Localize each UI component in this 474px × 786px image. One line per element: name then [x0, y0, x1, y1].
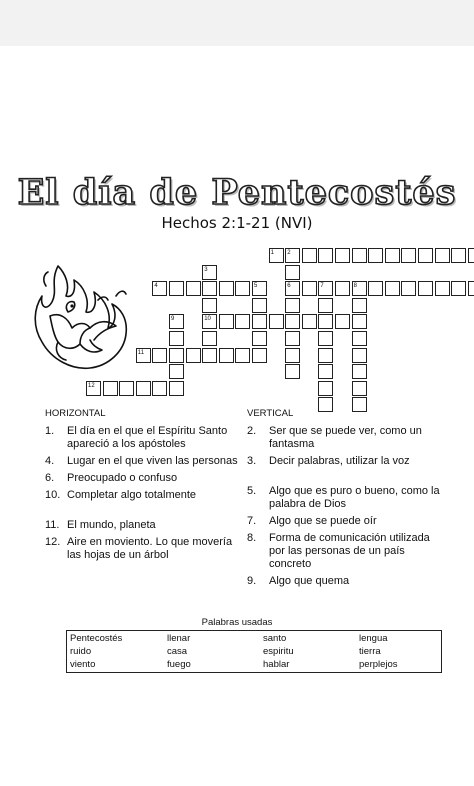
- crossword-cell[interactable]: [219, 314, 234, 329]
- clue-vertical-5: 5. Algo que es puro o bueno, como la palabra de Dios: [247, 485, 440, 510]
- crossword-number: 3: [204, 266, 208, 273]
- crossword-cell[interactable]: [285, 281, 300, 296]
- crossword-cell[interactable]: [169, 331, 184, 346]
- word-bank-item: santo: [263, 633, 287, 644]
- crossword-cell[interactable]: [186, 348, 201, 363]
- crossword-cell[interactable]: [285, 364, 300, 379]
- clue-vertical-9: 9. Algo que quema: [247, 575, 350, 587]
- crossword-cell[interactable]: [269, 314, 284, 329]
- crossword-cell[interactable]: [418, 248, 433, 263]
- vertical-clues: [247, 408, 447, 592]
- crossword-cell[interactable]: [169, 314, 184, 329]
- crossword-cell[interactable]: [352, 248, 367, 263]
- crossword-cell[interactable]: [202, 331, 217, 346]
- crossword-cell[interactable]: [468, 248, 474, 263]
- crossword-cell[interactable]: [86, 381, 101, 396]
- crossword-cell[interactable]: [219, 348, 234, 363]
- crossword-cell[interactable]: [368, 248, 383, 263]
- horizontal-clues: [45, 408, 240, 566]
- crossword-cell[interactable]: [152, 281, 167, 296]
- crossword-number: 5: [254, 283, 258, 290]
- crossword-cell[interactable]: [352, 298, 367, 313]
- crossword-cell[interactable]: [352, 314, 367, 329]
- crossword-cell[interactable]: [169, 364, 184, 379]
- page-subtitle: Hechos 2:1-21 (NVI): [161, 214, 313, 232]
- crossword-cell[interactable]: [202, 348, 217, 363]
- word-bank-item: lengua: [359, 633, 388, 644]
- crossword-cell[interactable]: [335, 314, 350, 329]
- dove-fire-icon: [28, 256, 134, 378]
- crossword-cell[interactable]: [318, 281, 333, 296]
- word-bank-item: llenar: [167, 633, 191, 644]
- crossword-cell[interactable]: [435, 248, 450, 263]
- crossword-cell[interactable]: [318, 314, 333, 329]
- crossword-cell[interactable]: [335, 248, 350, 263]
- word-bank-title: Palabras usadas: [201, 617, 273, 628]
- crossword-cell[interactable]: [252, 348, 267, 363]
- crossword-cell[interactable]: [302, 281, 317, 296]
- crossword-cell[interactable]: [318, 348, 333, 363]
- crossword-cell[interactable]: [352, 348, 367, 363]
- crossword-cell[interactable]: [385, 248, 400, 263]
- crossword-cell[interactable]: [385, 281, 400, 296]
- clue-vertical-2: 2. Ser que se puede ver, como un fantasma: [247, 425, 422, 450]
- crossword-number: 12: [88, 382, 95, 389]
- crossword-cell[interactable]: [169, 381, 184, 396]
- crossword-cell[interactable]: [252, 331, 267, 346]
- crossword-cell[interactable]: [219, 281, 234, 296]
- clue-horizontal-12: 12. Aire en moviento. Lo que movería las hojas de un árbol: [45, 536, 233, 561]
- crossword-cell[interactable]: [252, 298, 267, 313]
- crossword-cell[interactable]: [335, 281, 350, 296]
- crossword-cell[interactable]: [302, 248, 317, 263]
- crossword-cell[interactable]: [318, 331, 333, 346]
- crossword-number: 1: [270, 250, 274, 256]
- crossword-cell[interactable]: [418, 281, 433, 296]
- crossword-cell[interactable]: [318, 364, 333, 379]
- crossword-cell[interactable]: [352, 281, 367, 296]
- crossword-cell[interactable]: [285, 331, 300, 346]
- crossword-cell[interactable]: [119, 381, 134, 396]
- crossword-number: 7: [320, 283, 324, 290]
- crossword-cell[interactable]: [302, 314, 317, 329]
- crossword-cell[interactable]: [318, 248, 333, 263]
- crossword-cell[interactable]: [451, 248, 466, 263]
- word-bank-item: espiritu: [263, 646, 294, 657]
- word-bank-item: casa: [167, 646, 188, 657]
- crossword-number: 10: [204, 316, 211, 323]
- word-bank-item: perplejos: [359, 659, 398, 670]
- crossword-cell[interactable]: [368, 281, 383, 296]
- crossword-cell[interactable]: [169, 281, 184, 296]
- crossword-cell[interactable]: [152, 381, 167, 396]
- word-bank: [66, 630, 442, 673]
- clue-horizontal-1: 1. El día en el que el Espíritu Santo apareció a los apóstoles: [45, 425, 228, 450]
- crossword-cell[interactable]: [202, 281, 217, 296]
- crossword-cell[interactable]: [401, 248, 416, 263]
- crossword-cell[interactable]: [202, 265, 217, 280]
- crossword-number: 2: [287, 250, 291, 256]
- crossword-cell[interactable]: [235, 281, 250, 296]
- crossword-cell[interactable]: [352, 381, 367, 396]
- crossword-cell[interactable]: [169, 348, 184, 363]
- crossword-cell[interactable]: [202, 314, 217, 329]
- crossword-cell[interactable]: [235, 314, 250, 329]
- crossword-cell[interactable]: [136, 348, 151, 363]
- crossword-cell[interactable]: [186, 281, 201, 296]
- crossword-cell[interactable]: [451, 281, 466, 296]
- crossword-cell[interactable]: [136, 381, 151, 396]
- top-bar: [0, 0, 474, 46]
- clue-horizontal-11: 11. El mundo, planeta: [45, 519, 156, 531]
- clue-horizontal-6: 6. Preocupado o confuso: [45, 472, 178, 484]
- crossword-cell[interactable]: [435, 281, 450, 296]
- crossword-cell[interactable]: [269, 248, 284, 263]
- word-bank-item: tierra: [359, 646, 381, 657]
- word-bank-item: fuego: [167, 659, 191, 670]
- crossword-number: 9: [171, 316, 175, 323]
- crossword-cell[interactable]: [318, 298, 333, 313]
- horizontal-heading: HORIZONTAL: [45, 408, 106, 419]
- word-bank-item: Pentecostés: [70, 633, 123, 644]
- crossword-cell[interactable]: [103, 381, 118, 396]
- crossword-number: 4: [154, 283, 158, 290]
- crossword-cell[interactable]: [152, 348, 167, 363]
- crossword-cell[interactable]: [285, 348, 300, 363]
- crossword-cell[interactable]: [285, 248, 300, 263]
- crossword-number: 8: [353, 283, 357, 290]
- crossword-cell[interactable]: [468, 281, 474, 296]
- crossword-cell[interactable]: [202, 298, 217, 313]
- crossword-cell[interactable]: [318, 381, 333, 396]
- crossword-cell[interactable]: [252, 314, 267, 329]
- clue-vertical-3: 3. Decir palabras, utilizar la voz: [247, 455, 410, 467]
- crossword-cell[interactable]: [285, 314, 300, 329]
- page-title: El día de Pentecostés: [17, 172, 457, 213]
- crossword-cell[interactable]: [401, 281, 416, 296]
- crossword-number: 6: [287, 283, 291, 290]
- clue-horizontal-10: 10. Completar algo totalmente: [45, 489, 197, 501]
- crossword-number: 11: [137, 349, 145, 356]
- vertical-heading: VERTICAL: [247, 408, 294, 419]
- word-bank-item: ruido: [70, 646, 92, 657]
- crossword-cell[interactable]: [285, 265, 300, 280]
- crossword-cell[interactable]: [235, 348, 250, 363]
- clue-horizontal-4: 4. Lugar en el que viven las personas: [45, 455, 238, 467]
- crossword-cell[interactable]: [252, 281, 267, 296]
- crossword-cell[interactable]: [352, 364, 367, 379]
- clue-vertical-7: 7. Algo que se puede oír: [247, 515, 377, 527]
- crossword-cell[interactable]: [352, 331, 367, 346]
- crossword-cell[interactable]: [285, 298, 300, 313]
- word-bank-item: hablar: [263, 659, 290, 670]
- word-bank-item: viento: [70, 659, 96, 670]
- clue-vertical-8: 8. Forma de comunicación utilizada por las personas de un país concreto: [247, 532, 430, 570]
